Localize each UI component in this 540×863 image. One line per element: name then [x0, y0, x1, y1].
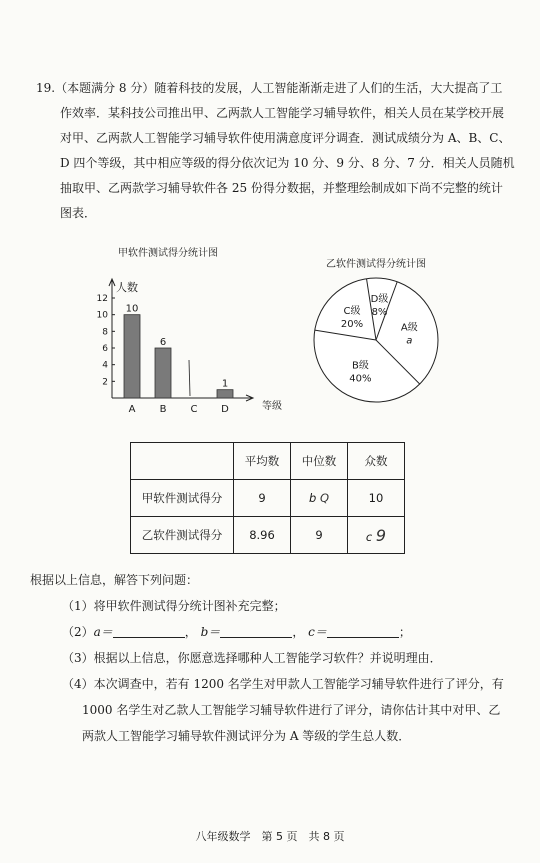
pie-chart [310, 272, 450, 412]
table-header-cell: 平均数 [234, 443, 291, 480]
mode-cell [348, 517, 405, 554]
table-header-cell [131, 443, 234, 480]
bar [155, 348, 171, 398]
table-row [131, 480, 405, 517]
median-var: b [308, 491, 317, 505]
bar [124, 315, 140, 398]
median-cell: 9 [291, 517, 348, 554]
x-axis-label: 等级 [262, 401, 282, 412]
bar-chart-title: 甲软件测试得分统计图 [118, 248, 218, 259]
y-tick-label: 2 [102, 377, 108, 388]
pie-slice-value: 20% [340, 318, 364, 330]
part-3: （3）根据以上信息，你愿意选择哪种人工智能学习软件？并说明理由． [62, 651, 442, 665]
question-19 [36, 76, 516, 226]
part-2-end: ； [398, 625, 411, 639]
answer-a-blank[interactable] [113, 623, 185, 638]
row-name: 甲软件测试得分 [131, 480, 234, 517]
x-tick-label: D [221, 404, 229, 415]
mean-cell: 8.96 [234, 517, 291, 554]
pie-slice-value: a [406, 335, 413, 347]
part-2: （2）a＝ ， b＝ ， c＝ ； [62, 625, 411, 639]
y-tick-label: 12 [96, 294, 108, 304]
answer-c-label: c＝ [308, 625, 327, 639]
part-1: （1）将甲软件测试得分统计图补充完整； [62, 599, 286, 613]
bar-data-label: 10 [125, 303, 139, 315]
y-tick-label: 10 [96, 310, 108, 321]
pie-slice-label: B级 [351, 360, 369, 372]
x-tick-label: A [128, 404, 136, 415]
handwritten-note: 9 [375, 525, 387, 545]
bar [217, 390, 233, 398]
mean-cell: 9 [234, 480, 291, 517]
table-header-row [131, 443, 405, 480]
x-tick-label: B [159, 404, 167, 415]
y-axis-label: 人数 [116, 281, 138, 294]
question-line: 对甲、乙两款人工智能学习辅导软件使用满意度评分调查．测试成绩分为 A、B、C、 [60, 131, 511, 145]
pen-mark [189, 360, 190, 396]
question-line: 抽取甲、乙两款学习辅导软件各 25 份得分数据，并整理绘制成如下尚不完整的统计 [60, 181, 503, 195]
question-line: 19.（本题满分 8 分）随着科技的发展，人工智能渐渐走进了人们的生活，大大提高了工 [36, 81, 503, 95]
table-row [131, 517, 405, 554]
bar-chart [82, 262, 282, 422]
answer-c-blank[interactable] [327, 623, 399, 638]
pie-slice-value: 8% [371, 307, 388, 319]
bar-data-label: 6 [159, 337, 167, 348]
part-4-line: 两款人工智能学习辅导软件测试评分为 A 等级的学生总人数． [82, 729, 411, 743]
table-header-cell: 中位数 [291, 443, 348, 480]
pie-slice-value: 40% [349, 373, 372, 385]
table-header-cell: 众数 [348, 443, 405, 480]
y-tick-label: 8 [102, 327, 108, 338]
question-line: D 四个等级，其中相应等级的得分依次记为 10 分、9 分、8 分、7 分．相关人员随机 [60, 156, 515, 170]
y-tick-label: 6 [102, 344, 108, 354]
mode-cell: 10 [348, 480, 405, 517]
part-2-label: （2） [62, 625, 94, 639]
answer-a-label: a＝ [93, 625, 113, 639]
answer-b-blank[interactable] [220, 623, 292, 638]
pie-slice-label: D级 [370, 294, 389, 306]
pie-chart-title: 乙软件测试得分统计图 [326, 259, 426, 270]
page-footer: 八年级数学 第 5 页 共 8 页 [195, 830, 345, 843]
questions-section [30, 567, 528, 749]
question-line: 作效率．某科技公司推出甲、乙两款人工智能学习辅导软件，相关人员在某学校开展 [60, 106, 505, 120]
part-4-line: （4）本次调查中，若有 1200 名学生对甲款人工智能学习辅导软件进行了评分，有 [62, 677, 504, 691]
instructions: 根据以上信息，解答下列问题： [30, 573, 199, 587]
handwritten-note: Q [319, 491, 330, 505]
answer-b-label: b＝ [200, 625, 221, 639]
bar-data-label: 1 [221, 378, 229, 390]
stats-table [130, 442, 405, 554]
y-tick-label: 4 [102, 360, 108, 371]
row-name: 乙软件测试得分 [131, 517, 234, 554]
mode-var: c [365, 529, 373, 544]
pie-slice-label: C级 [343, 305, 361, 317]
x-tick-label: C [190, 404, 198, 415]
median-cell [291, 480, 348, 517]
part-4-line: 1000 名学生对乙款人工智能学习辅导软件进行了评分，请你估计其中对甲、乙 [82, 703, 501, 717]
pie-slice-label: A级 [400, 322, 418, 334]
question-line: 图表． [60, 206, 97, 220]
